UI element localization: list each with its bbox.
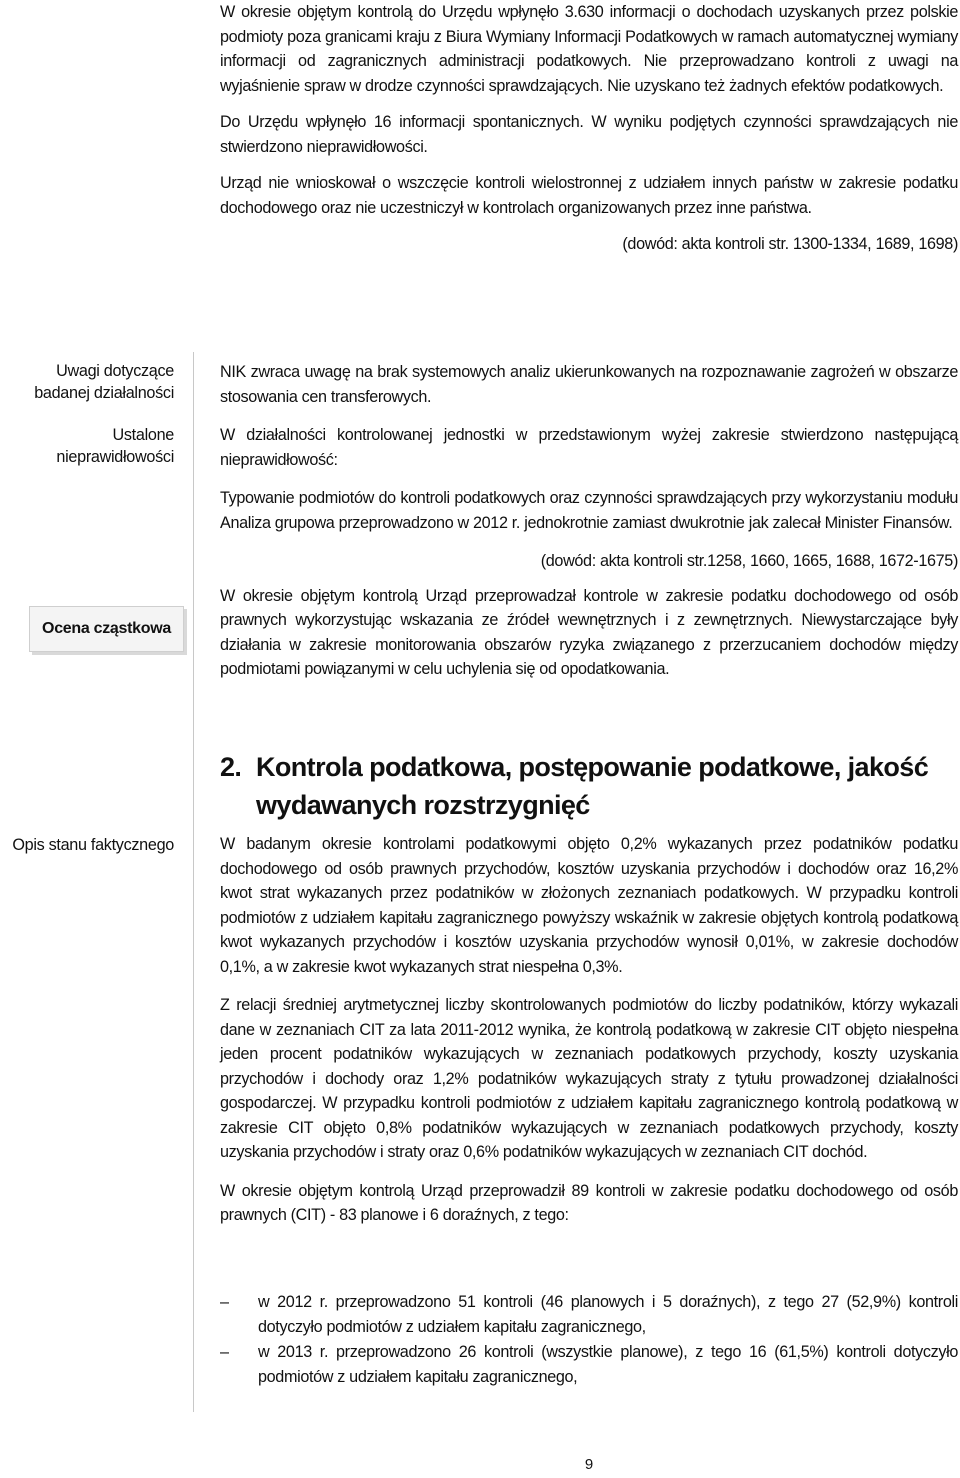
bottom-paragraph-3: W okresie objętym kontrolą Urząd przeprowadził 89 kontroli w zakresie podatku dochodowego od osób prawnych (CIT) - 83 planowe i 6 doraźnych, z tego:: [220, 1181, 958, 1224]
sidebar-irregularities-label: Ustalone nieprawidłowości: [56, 426, 174, 466]
section-number: 2.: [220, 752, 242, 782]
top-paragraph-1: W okresie objętym kontrolą do Urzędu wpłynęło 3.630 informacji o dochodach uzyskanych przez polskie podmioty poza granicami kraju z Biura Wymiany Informacji Podatkowych w ramach automatycznej wymiany informacji od zagranicznych administracji podatkowych. Nie przeprowadzano kontroli z uwagi na wyjaśnienie spraw w drodze czynności sprawdzających. Nie uzyskano też żadnych efektów podatkowych.: [220, 3, 958, 95]
list-item-text-2: w 2013 r. przeprowadzono 26 kontroli (wszystkie planowe), z tego 16 (61,5%) kontroli dotyczyło podmiotów z udziałem kapitału zagranicznego,: [258, 1343, 958, 1386]
top-paragraph-3: Urząd nie wnioskował o wszczęcie kontroli wielostronnej z udziałem innych państw w zakresie podatku dochodowego oraz nie uczestniczył w kontrolach organizowanych przez inne państwa.: [220, 174, 958, 217]
dash-bullet: –: [220, 1293, 230, 1311]
list-item-text-1: w 2012 r. przeprowadzono 51 kontroli (46 planowych i 5 doraźnych), z tego 27 (52,9%) kontroli dotyczyło podmiotów z udziałem kapitału zagranicznego,: [258, 1293, 958, 1336]
sidebar-remarks-label: Uwagi dotyczące badanej działalności: [34, 362, 174, 402]
bottom-section: [220, 832, 958, 1228]
middle-paragraph-2: W działalności kontrolowanej jednostki w przedstawionym wyżej zakresie stwierdzono następującą nieprawidłowość:: [220, 426, 958, 469]
middle-paragraph-1: NIK zwraca uwagę na brak systemowych analiz ukierunkowanych na rozpoznawanie zagrożeń w obszarze stosowania cen transferowych.: [220, 363, 958, 406]
list-item: [220, 1290, 958, 1339]
list-item: [220, 1340, 958, 1389]
sidebar-factual-label: Opis stanu faktycznego: [12, 836, 174, 854]
middle-evidence: (dowód: akta kontroli str.1258, 1660, 1665, 1688, 1672-1675): [540, 552, 958, 570]
middle-paragraph-4: W okresie objętym kontrolą Urząd przeprowadzał kontrole w zakresie podatku dochodowego od osób prawnych wykorzystując wskazania ze źródeł wewnętrznych i z zewnętrznych. Niewystarczające były działania w zakresie monitorowania obszarów ryzyka związanego z przerzucaniem dochodów między podmiotami powiązanymi w celu uchylenia się od opodatkowania.: [220, 586, 958, 678]
top-paragraph-2: Do Urzędu wpłynęło 16 informacji spontanicznych. W wyniku podjętych czynności sprawdzających nie stwierdzono nieprawidłowości.: [220, 113, 958, 156]
bottom-paragraph-2: Z relacji średniej arytmetycznej liczby skontrolowanych podmiotów do liczby podatników, którzy wykazali dane w zeznaniach CIT za lata 2011-2012 wynika, że kontrolą podatkową w zakresie CIT objęto niespełna jeden procent podatników wykazujących w zeznaniach podatkowych przychody, koszty uzyskania przychodów i dochody oraz 1,2% podatników wykazujących straty z tytułu prowadzonej działalności gospodarczej. W przypadku kontroli podmiotów z udziałem kapitału zagranicznego kontrolą podatkową w zakresie CIT objęto 0,8% podatników wykazujących w zeznaniach podatkowych przychody, koszty uzyskania przychodów i straty oraz 0,6% podatników wykazujących w zeznaniach CIT dochód.: [220, 996, 958, 1161]
section-heading: [220, 748, 958, 824]
section-title-line1: Kontrola podatkowa, postępowanie podatkowe, jakość: [256, 752, 929, 782]
bottom-paragraph-1: W badanym okresie kontrolami podatkowymi objęto 0,2% wykazanych przez podatników podatku dochodowego od osób prawnych przychodów, kosztów uzyskania przychodów i dochodów oraz 16,2% kwot strat wykazanych przez podatników w złożonych zeznaniach podatkowych. W przypadku kontroli podmiotów z udziałem kapitału zagranicznego powyższy wskaźnik w zakresie objętych kontrolą podatkową kwot wykazanych przychodów i kosztów uzyskania przychodów wynosił 0,01%, w zakresie dochodów 0,1%, a w zakresie kwot wykazanych strat niespełna 0,3%.: [220, 835, 958, 976]
top-evidence: (dowód: akta kontroli str. 1300-1334, 1689, 1698): [622, 235, 958, 253]
middle-paragraph-3: Typowanie podmiotów do kontroli podatkowych oraz czynności sprawdzających przy wykorzystaniu modułu Analiza grupowa przeprowadzono w 2012 r. jednokrotnie zamiast dwukrotnie jak zalecał Minister Finansów.: [220, 489, 958, 532]
top-section: [220, 0, 958, 257]
page-number: 9: [584, 1456, 594, 1473]
dash-bullet: –: [220, 1343, 230, 1361]
partial-rating-box: Ocena cząstkowa: [29, 606, 184, 652]
section-title-line2: wydawanych rozstrzygnięć: [256, 790, 590, 820]
column-divider: [193, 352, 194, 1412]
middle-section: [220, 360, 958, 682]
